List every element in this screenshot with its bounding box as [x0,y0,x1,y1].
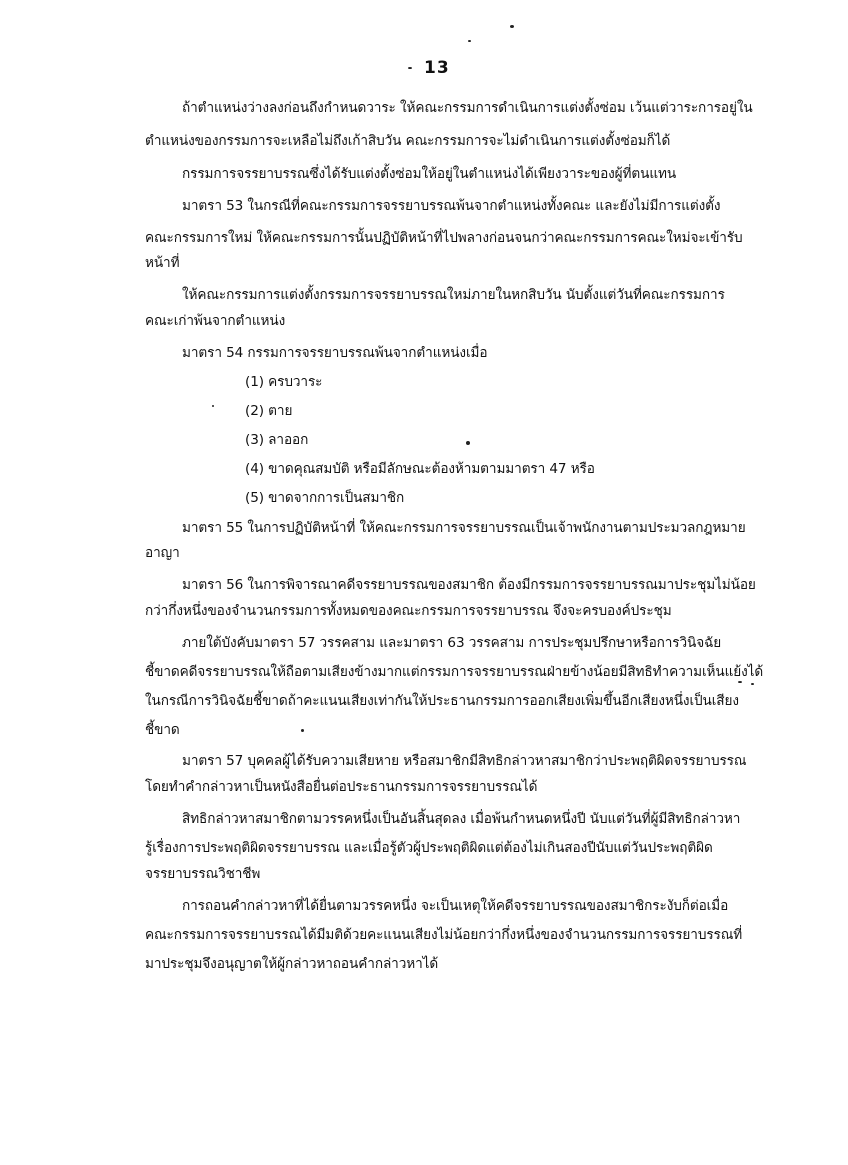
text-line: กรรมการจรรยาบรรณซึ่งได้รับแต่งตั้งซ่อมให้อยู่ในตำแหน่งได้เพียงวาระของผู้ที่ตนแทน [182,166,677,182]
scan-speck [408,67,412,69]
text-line: มาตรา 53 ในกรณีที่คณะกรรมการจรรยาบรรณพ้นจากตำแหน่งทั้งคณะ และยังไม่มีการแต่งตั้ง [182,198,721,214]
list-item: (1) ครบวาระ [245,374,323,390]
text-line: อาญา [145,545,180,561]
scan-speck [212,405,214,407]
list-item: (2) ตาย [245,403,293,419]
text-line: จรรยาบรรณวิชาชีพ [145,866,261,882]
text-line: ถ้าตำแหน่งว่างลงก่อนถึงกำหนดวาระ ให้คณะกรรมการดำเนินการแต่งตั้งซ่อม เว้นแต่วาระการอยู่ใน [182,100,753,116]
scan-speck [468,40,471,42]
text-line: หน้าที่ [145,255,180,271]
text-line: คณะเก่าพ้นจากตำแหน่ง [145,313,286,329]
text-line: ชี้ขาดคดีจรรยาบรรณให้ถือตามเสียงข้างมากแต่กรรมการจรรยาบรรณฝ่ายข้างน้อยมีสิทธิทำความเห็นแย้งได้ [145,664,764,680]
page-number: 13 [424,58,450,78]
text-line: มาตรา 56 ในการพิจารณาคดีจรรยาบรรณของสมาชิก ต้องมีกรรมการจรรยาบรรณมาประชุมไม่น้อย [182,577,756,593]
scan-speck [510,25,514,28]
text-line: มาประชุมจึงอนุญาตให้ผู้กล่าวหาถอนคำกล่าวหาได้ [145,956,439,972]
text-line: ในกรณีการวินิจฉัยชี้ขาดถ้าคะแนนเสียงเท่ากันให้ประธานกรรมการออกเสียงเพิ่มขึ้นอีกเสียงหนึ่งเป็นเสียง [145,693,739,709]
text-line: คณะกรรมการใหม่ ให้คณะกรรมการนั้นปฏิบัติหน้าที่ไปพลางก่อนจนกว่าคณะกรรมการคณะใหม่จะเข้ารับ [145,230,743,246]
scan-speck [466,441,470,445]
text-line: มาตรา 54 กรรมการจรรยาบรรณพ้นจากตำแหน่งเมื่อ [182,345,488,361]
text-line: กว่ากึ่งหนึ่งของจำนวนกรรมการทั้งหมดของคณะกรรมการจรรยาบรรณ จึงจะครบองค์ประชุม [145,603,672,619]
scan-speck [301,729,304,732]
list-item: (3) ลาออก [245,432,309,448]
text-line: โดยทำคำกล่าวหาเป็นหนังสือยื่นต่อประธานกรรมการจรรยาบรรณได้ [145,779,538,795]
text-line: ชี้ขาด [145,722,180,738]
text-line: การถอนคำกล่าวหาที่ได้ยื่นตามวรรคหนึ่ง จะเป็นเหตุให้คดีจรรยาบรรณของสมาชิกระงับก็ต่อเมื่อ [182,898,729,914]
text-line: ให้คณะกรรมการแต่งตั้งกรรมการจรรยาบรรณใหม่ภายในหกสิบวัน นับตั้งแต่วันที่คณะกรรมการ [182,287,725,303]
text-line: ตำแหน่งของกรรมการจะเหลือไม่ถึงเก้าสิบวัน คณะกรรมการจะไม่ดำเนินการแต่งตั้งซ่อมก็ได้ [145,133,671,149]
text-line: มาตรา 57 บุคคลผู้ได้รับความเสียหาย หรือสมาชิกมีสิทธิกล่าวหาสมาชิกว่าประพฤติผิดจรรยาบรรณ [182,753,747,769]
scan-speck [751,683,754,685]
text-line: ภายใต้บังคับมาตรา 57 วรรคสาม และมาตรา 63 วรรคสาม การประชุมปรึกษาหรือการวินิจฉัย [182,635,722,651]
text-line: สิทธิกล่าวหาสมาชิกตามวรรคหนึ่งเป็นอันสิ้นสุดลง เมื่อพ้นกำหนดหนึ่งปี นับแต่วันที่ผู้มีสิทธิกล่าวหา [182,811,741,827]
list-item: (5) ขาดจากการเป็นสมาชิก [245,490,405,506]
list-item: (4) ขาดคุณสมบัติ หรือมีลักษณะต้องห้ามตามมาตรา 47 หรือ [245,461,595,477]
text-line: คณะกรรมการจรรยาบรรณได้มีมติด้วยคะแนนเสียงไม่น้อยกว่ากึ่งหนึ่งของจำนวนกรรมการจรรยาบรรณที่ [145,927,743,943]
text-line: รู้เรื่องการประพฤติผิดจรรยาบรรณ และเมื่อรู้ตัวผู้ประพฤติผิดแต่ต้องไม่เกินสองปีนับแต่วันประพฤติผิด [145,840,713,856]
text-line: มาตรา 55 ในการปฏิบัติหน้าที่ ให้คณะกรรมการจรรยาบรรณเป็นเจ้าพนักงานตามประมวลกฎหมาย [182,520,746,536]
